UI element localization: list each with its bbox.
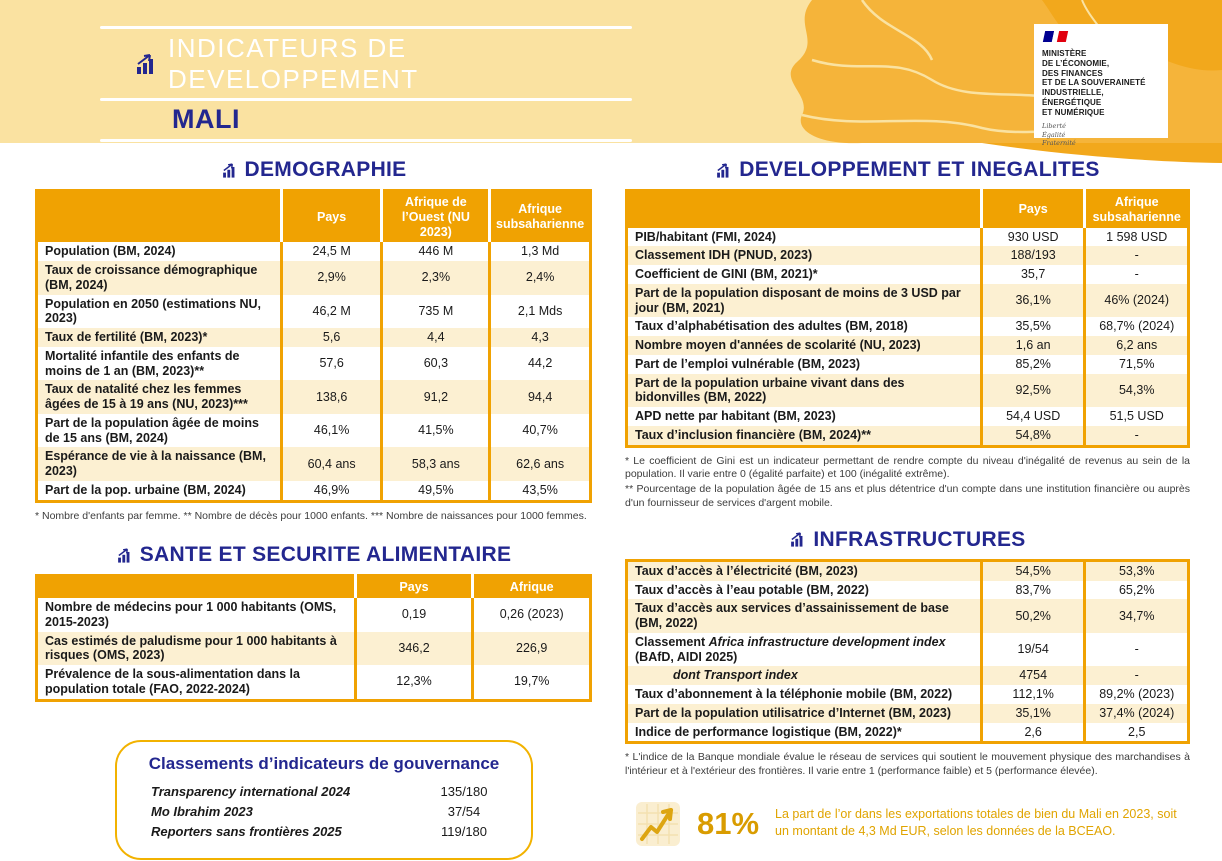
cell-value: 2,3% <box>382 261 490 295</box>
row-label: Taux de croissance démographique (BM, 2024) <box>45 263 258 292</box>
cell-value: 49,5% <box>382 481 490 501</box>
row-label: Taux d’accès à l’électricité (BM, 2023) <box>635 563 858 578</box>
row-label: Classement IDH (PNUD, 2023) <box>635 248 813 263</box>
cell-value: 91,2 <box>382 380 490 414</box>
cell-value: 6,2 ans <box>1085 336 1189 355</box>
bar-chart-icon <box>116 547 133 564</box>
motto-line: Égalité <box>1042 130 1066 139</box>
cell-value: 54,8% <box>981 426 1085 446</box>
col-header-pays: Pays <box>281 191 382 243</box>
col-header-afrique-subsaharienne: Afrique subsaharienne <box>1085 191 1189 228</box>
row-label: Nombre moyen d'années de scolarité (NU, 2023) <box>635 338 921 352</box>
cell-value: - <box>1085 246 1189 265</box>
demographie-footnote: * Nombre d'enfants par femme. ** Nombre de décès pour 1000 enfants. *** Nombre de naissances pour 1000 femmes. <box>35 509 587 522</box>
section-title-demographie <box>35 158 592 182</box>
cell-value: 40,7% <box>490 414 591 448</box>
ministry-line: ET DE LA SOUVERAINETÉ <box>1042 78 1146 88</box>
row-label: Part de la population urbaine vivant dans des bidonvilles (BM, 2022) <box>635 375 905 405</box>
section-title-text: SANTE ET SECURITE ALIMENTAIRE <box>139 543 512 567</box>
ministry-line: INDUSTRIELLE, ÉNERGÉTIQUE <box>1042 88 1104 107</box>
cell-value: 1,6 an <box>981 336 1085 355</box>
cell-value: 37,4% (2024) <box>1085 704 1189 723</box>
cell-value: 930 USD <box>981 228 1085 247</box>
ministry-line: DES FINANCES <box>1042 68 1103 78</box>
label-part-italic: Africa infrastructure development index <box>708 634 946 649</box>
cell-value: 19/54 <box>981 633 1085 667</box>
row-label: Indice de performance logistique (BM, 2022)* <box>635 724 902 739</box>
row-label: Population (BM, 2024) <box>45 244 176 259</box>
ministry-name <box>1042 49 1160 117</box>
banner-divider-bottom <box>100 139 632 142</box>
table-row <box>37 414 591 448</box>
row-label: Part de la population disposant de moins de 3 USD par jour (BM, 2021) <box>635 285 961 315</box>
banner-title-block <box>100 26 632 142</box>
right-column <box>625 158 1190 847</box>
cell-value: 54,4 USD <box>981 407 1085 426</box>
bar-chart-icon <box>789 531 806 548</box>
cell-value: 46,9% <box>281 481 382 501</box>
cell-value: 2,1 Mds <box>490 295 591 329</box>
cell-value: 89,2% (2023) <box>1085 685 1189 704</box>
cell-value: 46,2 M <box>281 295 382 329</box>
table-row <box>37 665 591 700</box>
section-title-infrastructures <box>625 528 1190 552</box>
cell-value: 43,5% <box>490 481 591 501</box>
col-header-afrique-subsaharienne: Afrique subsaharienne <box>490 191 591 243</box>
table-row <box>627 723 1189 743</box>
cell-value: 54,3% <box>1085 374 1189 408</box>
table-row <box>37 261 591 295</box>
ministry-logo <box>1034 24 1168 148</box>
row-label: Taux d’accès aux services d’assainissement de base (BM, 2022) <box>635 601 949 631</box>
cell-value: 446 M <box>382 242 490 261</box>
cell-value: 46,1% <box>281 414 382 448</box>
cell-value: - <box>1085 265 1189 284</box>
col-header-afrique-ouest: Afrique de l’Ouest (NU 2023) <box>382 191 490 243</box>
governance-item <box>139 822 509 842</box>
cell-value: 188/193 <box>981 246 1085 265</box>
cell-value: 4,3 <box>490 328 591 347</box>
row-label: Prévalence de la sous-alimentation dans la population totale (FAO, 2022-2024) <box>45 667 300 696</box>
table-row <box>627 685 1189 704</box>
cell-value: 53,3% <box>1085 560 1189 580</box>
cell-value: - <box>1085 633 1189 667</box>
cell-value: 2,6 <box>981 723 1085 743</box>
cell-value: 138,6 <box>281 380 382 414</box>
cell-value: 2,4% <box>490 261 591 295</box>
table-row <box>627 336 1189 355</box>
row-label: Part de la pop. urbaine (BM, 2024) <box>45 482 246 497</box>
row-label: Coefficient de GINI (BM, 2021)* <box>635 267 818 281</box>
row-label: Part de la population âgée de moins de 15 ans (BM, 2024) <box>45 415 259 445</box>
cell-value: 35,1% <box>981 704 1085 723</box>
cell-value: 41,5% <box>382 414 490 448</box>
table-row <box>627 317 1189 336</box>
col-header-pays: Pays <box>981 191 1085 228</box>
cell-value: 24,5 M <box>281 242 382 261</box>
cell-value: 92,5% <box>981 374 1085 408</box>
table-row <box>627 246 1189 265</box>
line-chart-icon <box>635 801 681 847</box>
country-name: MALI <box>172 104 240 134</box>
row-label <box>627 633 982 667</box>
row-label: dont Transport index <box>673 668 798 683</box>
cell-value: 62,6 ans <box>490 447 591 481</box>
bar-chart-icon <box>134 52 158 76</box>
cell-value: 68,7% (2024) <box>1085 317 1189 336</box>
section-title-text: INFRASTRUCTURES <box>813 527 1026 551</box>
table-row <box>37 328 591 347</box>
developpement-table <box>625 189 1190 448</box>
table-row <box>37 380 591 414</box>
table-row <box>627 426 1189 446</box>
row-label: APD nette par habitant (BM, 2023) <box>635 409 836 423</box>
table-row <box>37 632 591 666</box>
header-row <box>37 576 591 598</box>
cell-value: 71,5% <box>1085 355 1189 374</box>
row-label: Taux d’alphabétisation des adultes (BM, 2018) <box>635 319 908 334</box>
cell-value: 58,3 ans <box>382 447 490 481</box>
cell-value: 12,3% <box>355 665 473 700</box>
governance-value: 119/180 <box>440 824 488 840</box>
developpement-footnote-1: * Le coefficient de Gini est un indicateur permettant de rendre compte du niveau d'inégalité de revenus au sein de la population. Il varie entre 0 (égalité parfaite) et 100 (inégalité extrême). <box>625 454 1190 481</box>
cell-value: 2,9% <box>281 261 382 295</box>
table-row <box>627 633 1189 667</box>
col-header-afrique: Afrique <box>473 576 591 598</box>
governance-value: 135/180 <box>440 784 488 800</box>
governance-item <box>139 802 509 822</box>
cell-value: 34,7% <box>1085 599 1189 633</box>
header-empty <box>627 191 982 228</box>
cell-value: - <box>1085 426 1189 446</box>
cell-value: 0,26 (2023) <box>473 598 591 632</box>
row-label: Part de l’emploi vulnérable (BM, 2023) <box>635 356 861 371</box>
ministry-line: DE L’ÉCONOMIE, <box>1042 58 1110 68</box>
cell-value: 44,2 <box>490 347 591 381</box>
table-row <box>627 407 1189 426</box>
cell-value: 1,3 Md <box>490 242 591 261</box>
cell-value: 60,4 ans <box>281 447 382 481</box>
cell-value: 735 M <box>382 295 490 329</box>
cell-value: 5,6 <box>281 328 382 347</box>
cell-value: 35,7 <box>981 265 1085 284</box>
table-row <box>37 447 591 481</box>
cell-value: - <box>1085 666 1189 685</box>
cell-value: 4,4 <box>382 328 490 347</box>
table-row <box>37 598 591 632</box>
row-label: PIB/habitant (FMI, 2024) <box>635 229 776 244</box>
bar-chart-icon <box>221 162 238 179</box>
gold-exports-callout <box>625 801 1190 847</box>
table-row <box>627 355 1189 374</box>
cell-value: 36,1% <box>981 284 1085 318</box>
motto-line: Fraternité <box>1042 139 1076 148</box>
section-title-text: DEVELOPPEMENT ET INEGALITES <box>739 158 1100 181</box>
callout-percentage: 81% <box>697 806 760 842</box>
cell-value: 4754 <box>981 666 1085 685</box>
cell-value: 85,2% <box>981 355 1085 374</box>
row-label: Mortalité infantile des enfants de moins de 1 an (BM, 2023)** <box>45 348 240 378</box>
table-row <box>37 242 591 261</box>
header-row <box>37 191 591 243</box>
section-title-sante <box>35 543 592 567</box>
table-row <box>37 481 591 501</box>
cell-value: 1 598 USD <box>1085 228 1189 247</box>
cell-value: 226,9 <box>473 632 591 666</box>
sante-table <box>35 574 592 701</box>
header-empty <box>37 576 356 598</box>
row-label: Part de la population utilisatrice d’Internet (BM, 2023) <box>635 705 952 720</box>
table-row <box>627 284 1189 318</box>
bar-chart-icon <box>715 162 732 179</box>
infrastructures-footnote: * L'indice de la Banque mondiale évalue le réseau de services qui soutient le mouvement physique des marchandises à l'intérieur et à l'extérieur des frontières. Il varie entre 1 (performance faible) et 5 (performance élevée). <box>625 751 1190 778</box>
table-row <box>627 265 1189 284</box>
ministry-line: MINISTÈRE <box>1042 49 1087 58</box>
label-part: (BAfD, AIDI 2025) <box>635 649 738 664</box>
table-row <box>37 347 591 381</box>
governance-value: 37/54 <box>447 804 481 820</box>
cell-value: 46% (2024) <box>1085 284 1189 318</box>
french-flag-icon <box>1042 31 1160 44</box>
row-label: Nombre de médecins pour 1 000 habitants (OMS, 2015-2023) <box>45 600 337 629</box>
cell-value: 0,19 <box>355 598 473 632</box>
table-row <box>627 228 1189 247</box>
cell-value: 94,4 <box>490 380 591 414</box>
cell-value: 60,3 <box>382 347 490 381</box>
row-label: Taux d’accès à l’eau potable (BM, 2022) <box>635 582 869 597</box>
row-label: Taux de natalité chez les femmes âgées de 15 à 19 ans (NU, 2023)*** <box>45 382 248 411</box>
left-column <box>35 158 592 860</box>
cell-value: 83,7% <box>981 581 1085 600</box>
cell-value: 54,5% <box>981 560 1085 580</box>
ministry-motto <box>1042 122 1160 147</box>
banner-title: INDICATEURS DE DEVELOPPEMENT <box>168 33 419 94</box>
governance-label: Reporters sans frontières 2025 <box>151 824 342 840</box>
row-label: Population en 2050 (estimations NU, 2023) <box>45 296 262 326</box>
cell-value: 2,5 <box>1085 723 1189 743</box>
cell-value: 51,5 USD <box>1085 407 1189 426</box>
table-row <box>627 666 1189 685</box>
row-label: Taux d’abonnement à la téléphonie mobile (BM, 2022) <box>635 687 953 702</box>
header-row <box>627 191 1189 228</box>
section-title-text: DEMOGRAPHIE <box>244 158 407 181</box>
table-row <box>627 374 1189 408</box>
cell-value: 35,5% <box>981 317 1085 336</box>
governance-title: Classements d’indicateurs de gouvernance <box>148 753 500 773</box>
developpement-footnote-2: ** Pourcentage de la population âgée de 15 ans et plus détentrice d'un compte dans une institution financière ou auprès d'un fournisseur de services d'argent mobile. <box>625 483 1190 510</box>
cell-value: 19,7% <box>473 665 591 700</box>
row-label: Taux d’inclusion financière (BM, 2024)** <box>635 427 871 442</box>
demographie-table <box>35 189 592 503</box>
motto-line: Liberté <box>1042 122 1066 131</box>
callout-text: La part de l’or dans les exportations totales de bien du Mali en 2023, soit un montant de 4,3 Md EUR, selon les données de la BCEAO. <box>775 807 1177 839</box>
cell-value: 346,2 <box>355 632 473 666</box>
header-empty <box>37 191 282 243</box>
governance-label: Mo Ibrahim 2023 <box>151 804 253 820</box>
governance-item <box>139 782 509 802</box>
infrastructures-table <box>625 559 1190 745</box>
governance-label: Transparency international 2024 <box>151 784 351 800</box>
cell-value: 112,1% <box>981 685 1085 704</box>
governance-box <box>115 740 533 860</box>
section-title-developpement <box>625 158 1190 182</box>
table-row <box>627 560 1189 580</box>
table-row <box>627 599 1189 633</box>
table-row <box>627 704 1189 723</box>
row-label: Cas estimés de paludisme pour 1 000 habitants à risques (OMS, 2023) <box>45 633 337 663</box>
table-row <box>37 295 591 329</box>
col-header-pays: Pays <box>355 576 473 598</box>
table-row <box>627 581 1189 600</box>
cell-value: 65,2% <box>1085 581 1189 600</box>
label-part: Classement <box>635 634 709 649</box>
banner <box>0 0 1222 148</box>
cell-value: 57,6 <box>281 347 382 381</box>
row-label: Espérance de vie à la naissance (BM, 2023) <box>45 449 266 478</box>
ministry-line: ET NUMÉRIQUE <box>1042 107 1105 117</box>
cell-value: 50,2% <box>981 599 1085 633</box>
row-label: Taux de fertilité (BM, 2023)* <box>45 330 208 344</box>
